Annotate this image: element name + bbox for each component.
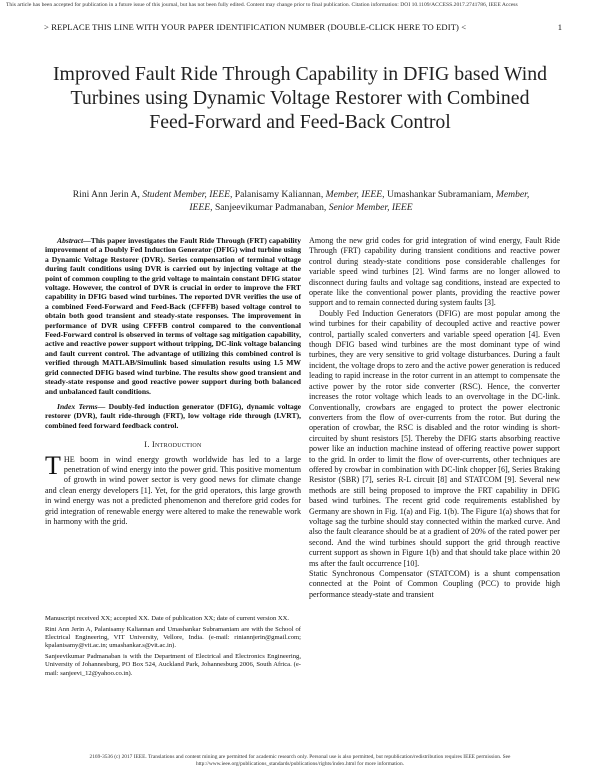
- author-role: Member, IEEE,: [325, 189, 385, 200]
- paper-title: Improved Fault Ride Through Capability in DFIG based Wind Turbines using Dynamic Voltage Restorer with Combined Feed-Forward and Feed-Back Control: [52, 63, 548, 133]
- abstract: [45, 236, 301, 396]
- index-terms-text: — Doubly-fed induction generator (DFIG), dynamic voltage restorer (DVR), fault ride-through (FRT), low voltage ride through (LVRT), combined feed forward feedback control.: [45, 401, 301, 430]
- left-column: [45, 236, 301, 527]
- author-name: Umashankar Subramaniam,: [386, 189, 494, 200]
- footnote: Sanjeevikumar Padmanaban is with the Department of Electrical and Electronics Engineering, University of Johannesburg, PO Box 524, Auckland Park, Johannesburg 2006, South Africa. (e-mail: sanjeevi_12@yahoo.co.in).: [45, 653, 301, 677]
- author-role: Senior Member, IEEE: [328, 202, 413, 213]
- abstract-label: Abstract: [57, 236, 84, 245]
- intro-text: HE boom in wind energy growth worldwide has led to a large penetration of wind energy into the power grid. This positive momentum of growth in wind power sector is very good news for climate change and clean energy developers [1]. Yet, for the grid operators, this large growth in wind energy was not a predicted phenomenon and therefore grid codes for grid integration of renewable energy were altered to make the renewable work in harmony with the grid.: [45, 454, 301, 526]
- abstract-text: —This paper investigates the Fault Ride Through (FRT) capability improvement of a Doubly Fed Induction Generator (DFIG) wind turbine using a Dynamic Voltage Restorer (DVR). Series compensation of terminal voltage during fault conditions using DVR is carried out by injecting voltage at the point of common coupling to the grid voltage to maintain constant DFIG stator voltage. However, the control of DVR is crucial in order to improve the FRT capability in DFIG based wind turbines. The reported DVR verifies the use of a combined Feed-Forward and Feed-Back (CFFFB) based voltage control to obtain both good transient and steady-state responses. The improvement in performance of DVR using CFFFB control compared to the conventional Feed-Forward control is observed in terms of voltage sag mitigation capability, active and reactive power support without tripping, DC-link voltage balancing and fault current control. The advantage of utilizing this combined control is verified through MATLAB/Simulink based simulation results using 1.5 MW grid connected DFIG based wind turbine. The results show good transient and steady-state response and good reactive power support during both balanced and unbalanced fault conditions.: [45, 236, 301, 396]
- section-heading: I. Introduction: [144, 440, 202, 450]
- index-terms-label: Index Terms: [57, 401, 98, 411]
- intro-paragraph: [45, 450, 301, 528]
- publication-notice: This article has been accepted for publication in a future issue of this journal, but has not been fully edited. Content may change prior to final publication. Citation information: DOI 10.1109/ACCESS.2017.2741786, IEEE Access: [6, 2, 518, 8]
- footer-line: 2169-3536 (c) 2017 IEEE. Translations and content mining are permitted for academic research only. Personal use is also permitted, but republication/redistribution requires IEEE permission. See: [89, 754, 511, 760]
- footnote: Rini Ann Jerin A, Palanisamy Kaliannan and Umashankar Subramaniam are with the School of Electrical Engineering, VIT University, Vellore, India. (e-mail: riniannjerin@gmail.com; kpalanisamy@vit.ac.in; umashankar.s@vit.ac.in).: [45, 626, 301, 650]
- author-name: Palanisamy Kaliannan,: [234, 189, 324, 200]
- author-name: Rini Ann Jerin A,: [72, 189, 140, 200]
- author-role: Member, IEEE,: [189, 189, 530, 213]
- body-paragraph: Among the new grid codes for grid integration of wind energy, Fault Ride Through (FRT) capability during transient conditions and reactive power control during steady-state conditions pose considerable challenges for variable speed wind turbines [2]. Wind farms are no longer allowed to disconnect during faults and voltage sag conditions, instead are expected to operate like the conventional power plants, providing the reactive power support and to remain connected during system faults [3].: [309, 236, 560, 308]
- index-terms: [45, 402, 301, 430]
- page-number: 1: [557, 22, 562, 32]
- body-paragraph: Static Synchronous Compensator (STATCOM) is a shunt compensation connected at the Point of Common Coupling (PCC) to provide high performance steady-state and transient: [309, 569, 560, 599]
- running-head-text[interactable]: > REPLACE THIS LINE WITH YOUR PAPER IDENTIFICATION NUMBER (DOUBLE-CLICK HERE TO EDIT) <: [44, 22, 467, 32]
- author-list: [60, 188, 542, 214]
- body-paragraph: Doubly Fed Induction Generators (DFIG) are most popular among the wind turbines for their capability of decoupled active and reactive power control, partially scaled converters and variable speed operation [4]. Even though DFIG based wind turbines are the most dominant type of wind turbines, they are very sensitive to grid voltage disturbances. During a fault incident, the voltage drops to zero and the active power generation is reduced leading to rapid increase in the rotor current in an attempt to compensate the active power by the rotor side converter (RSC). Hence, the converter increases the rotor voltage which leads to an overvoltage in the DC-link. Conventionally, crowbars are engaged to protect the power electronic converters from the flow of over-currents from the rotor. But during the operation of crowbar, the RSC is disabled and the rotor winding is short-circuited by shunt resistors [5]. Thereby the DFIG starts absorbing reactive power like an induction machine instead of offering reactive power support to the grid. In order to limit the flow of over-currents, other techniques are offered by crowbar in combination with DC-link chopper [6], Series Braking Resistor (SBR) [7], series R-L circuit [8] and STATCOM [9]. Several new methods are still being proposed to improve the FRT capability in DFIG based wind turbines. The recent grid code requirements established by Germany are shown in Fig. 1(a) and Fig. 1(b). The Figure 1(a) shows that for voltage sag the turbine should stay connected within the marked curve. And also the fault clearance should be at a gradient of 20% of the rated power per second. And the wind turbines should support the grid through reactive current support as shown in Figure 1(b) and that should take place within 20 ms after the fault occurrence [10].: [309, 308, 560, 568]
- footnote: Manuscript received XX; accepted XX. Date of publication XX; date of current version XX.: [45, 615, 290, 622]
- drop-cap: T: [45, 450, 61, 480]
- author-name: Sanjeevikumar Padmanaban,: [214, 202, 327, 213]
- copyright-footer: [0, 754, 600, 768]
- author-role: Student Member, IEEE,: [142, 189, 233, 200]
- footnotes: [45, 615, 301, 681]
- right-column: [309, 236, 560, 600]
- footer-link[interactable]: http://www.ieee.org/publications_standards/publications/rights/index.html for more information.: [195, 761, 405, 767]
